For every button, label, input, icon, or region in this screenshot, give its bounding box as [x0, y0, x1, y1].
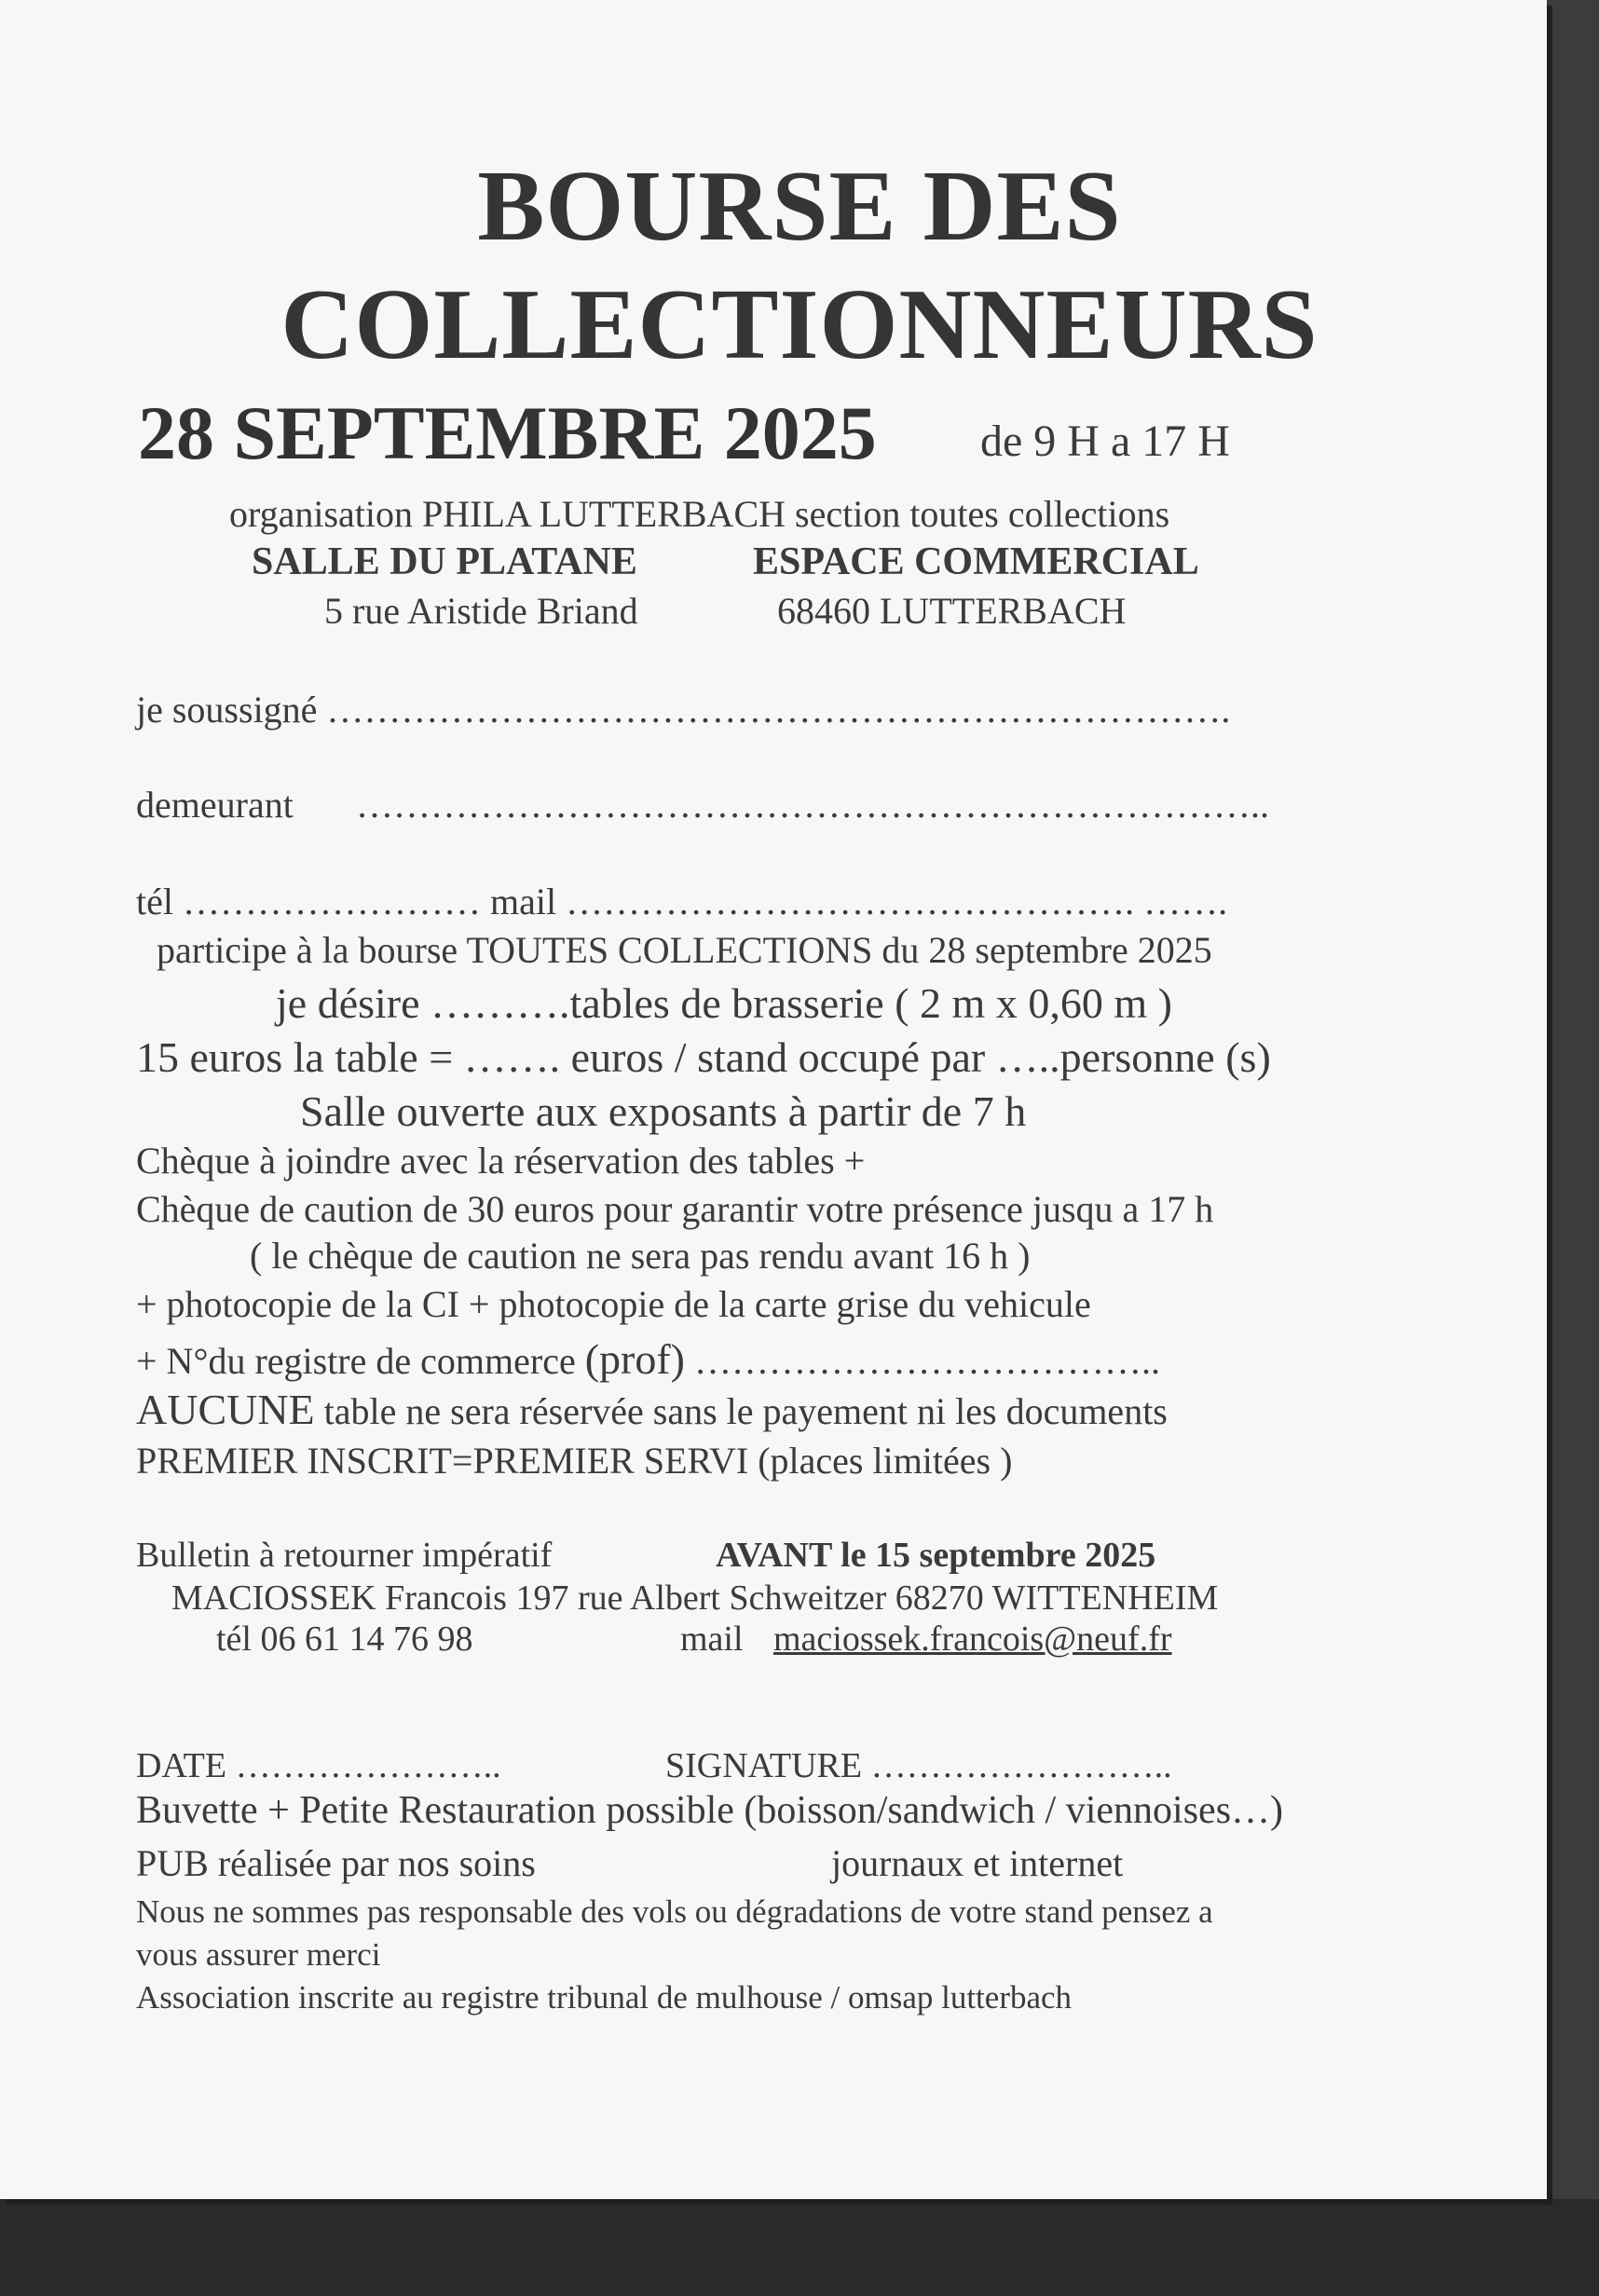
association-line: Association inscrite au registre tribunal de mulhouse / omsap lutterbach: [136, 1979, 1073, 2016]
venue-name: SALLE DU PLATANE: [252, 540, 637, 583]
buvette-line: Buvette + Petite Restauration possible (boisson/sandwich / viennoises…): [136, 1789, 1284, 1832]
caution-line: Chèque de caution de 30 euros pour garantir votre présence jusqu a 17 h: [136, 1188, 1214, 1230]
aucune-rest: table ne sera réservée sans le payement ni les documents: [314, 1390, 1168, 1432]
participe-line: participe à la bourse TOUTES COLLECTIONS du 28 septembre 2025: [157, 929, 1212, 971]
aucune-word: AUCUNE: [136, 1386, 315, 1433]
pub-media: journaux et internet: [831, 1842, 1124, 1884]
caution-note: ( le chèque de caution ne sera pas rendu avant 16 h ): [250, 1235, 1031, 1277]
venue-area: ESPACE COMMERCIAL: [753, 540, 1199, 583]
photocopie-line: + photocopie de la CI + photocopie de la carte grise du vehicule: [136, 1283, 1091, 1325]
contact-tel: tél 06 61 14 76 98: [216, 1620, 473, 1659]
contact-email-link[interactable]: maciossek.francois@neuf.fr: [773, 1620, 1172, 1659]
registre-field[interactable]: [136, 1335, 1160, 1383]
scan-edge-bottom: [0, 2199, 1599, 2296]
pub-line: PUB réalisée par nos soins: [136, 1842, 536, 1884]
premier-line: PREMIER INSCRIT=PREMIER SERVI (places limitées ): [136, 1440, 1013, 1482]
price-line[interactable]: 15 euros la table = ……. euros / stand occupé par …..personne (s): [136, 1033, 1271, 1081]
registre-dots: ………………………………..: [684, 1340, 1160, 1382]
aucune-line: [136, 1388, 1168, 1431]
event-hours: de 9 H a 17 H: [980, 417, 1230, 466]
demeurant-label: demeurant: [136, 784, 294, 826]
registre-label: + N°du registre de commerce: [136, 1340, 585, 1382]
tel-mail-field[interactable]: tél …………………… mail ………………………………………. …….: [136, 881, 1228, 922]
disclaimer-line-1: Nous ne sommes pas responsable des vols ou dégradations de votre stand pensez a: [136, 1893, 1213, 1930]
title-line-1: BOURSE DES: [477, 151, 1122, 262]
soussigne-field[interactable]: je soussigné ……………………………………………………………….: [136, 689, 1231, 731]
deadline: AVANT le 15 septembre 2025: [716, 1536, 1156, 1575]
bulletin-label: Bulletin à retourner impératif: [136, 1536, 553, 1575]
venue-city: 68460 LUTTERBACH: [777, 590, 1127, 632]
registre-prof: (prof): [584, 1335, 685, 1383]
mail-label: mail: [680, 1620, 744, 1659]
demeurant-field[interactable]: ………………………………………………………………..: [356, 784, 1269, 826]
tables-field[interactable]: je désire ……….tables de brasserie ( 2 m x 0,60 m ): [276, 979, 1172, 1027]
event-date: 28 SEPTEMBRE 2025: [138, 390, 877, 475]
title-line-2: COLLECTIONNEURS: [280, 269, 1319, 380]
venue-street: 5 rue Aristide Briand: [324, 590, 638, 632]
date-field[interactable]: DATE …………………..: [136, 1746, 501, 1785]
salle-ouverte-line: Salle ouverte aux exposants à partir de 7 h: [300, 1087, 1027, 1135]
disclaimer-line-2: vous assurer merci: [136, 1936, 381, 1973]
organisation-line: organisation PHILA LUTTERBACH section toutes collections: [229, 493, 1170, 535]
return-address: MACIOSSEK Francois 197 rue Albert Schweitzer 68270 WITTENHEIM: [171, 1578, 1219, 1618]
cheque-line: Chèque à joindre avec la réservation des tables +: [136, 1140, 866, 1182]
signature-field[interactable]: SIGNATURE ……………………..: [665, 1746, 1172, 1785]
